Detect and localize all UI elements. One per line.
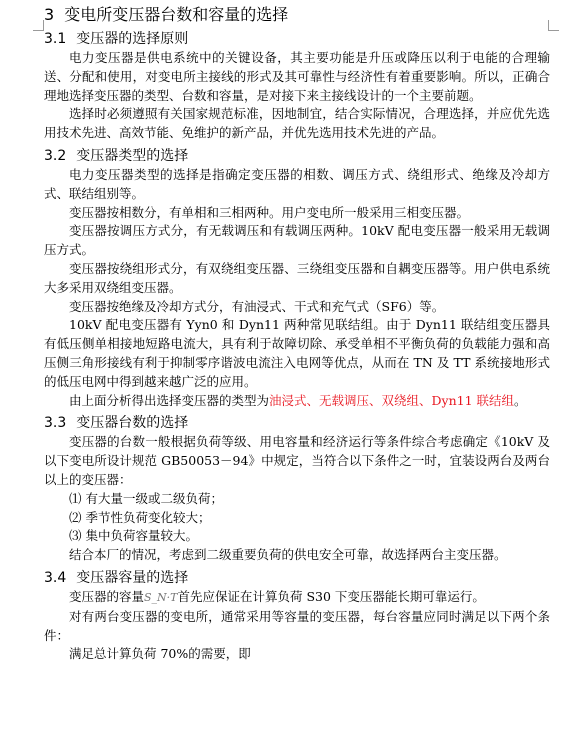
list-item: ⑵ 季节性负荷变化较大； xyxy=(69,509,211,525)
section-3-1-heading: 3.1 变压器的选择原则 xyxy=(44,31,189,47)
paragraph: 10kV 配电变压器有 Yyn0 和 Dyn11 两种常见联结组。由于 Dyn11 联结组变压器具有低压侧单相接地短路电流大，具有利于故障切除、承受单相不平衡负荷的负载能力强和高压侧三角形接线有利于抑制零序谐波电流注入电网等优点，从而在 TN 及 TT 系统接地形式的低压电网中得到越来越广泛的应用。 xyxy=(44,317,550,389)
section-3-4-heading: 3.4 变压器容量的选择 xyxy=(44,569,189,586)
highlighted-result: 油浸式、无载调压、双绕组、Dyn11 联结组 xyxy=(269,392,515,408)
list-item: ⑴ 有大量一级或二级负荷； xyxy=(69,490,223,506)
paragraph: 结合本厂的情况，考虑到二级重要负荷的供电安全可靠，故选择两台主变压器。 xyxy=(69,547,507,563)
formula-symbol: S_N·T xyxy=(144,590,178,604)
paragraph: 电力变压器是供电系统中的关键设备，其主要功能是升压或降压以利于电能的合理输送、分配和使用，对变电所主接线的形式及其可靠性与经济性有着重要影响。所以，正确合理地选择变压器的类型、台数和容量，是对接下来主接线设计的一个主要前题。 xyxy=(44,50,550,103)
paragraph-conclusion: 由上面分析得出选择变压器的类型为油浸式、无载调压、双绕组、Dyn11 联结组。 xyxy=(69,392,527,408)
paragraph: 选择时必须遵照有关国家规范标准，因地制宜，结合实际情况，合理选择，并应优先选用技术先进、高效节能、免维护的新产品，并优先选用技术先进的产品。 xyxy=(44,106,550,141)
paragraph: 变压器的容量S_N·T首先应保证在计算负荷 S30 下变压器能长期可靠运行。 xyxy=(69,588,485,604)
section-3-2-heading: 3.2 变压器类型的选择 xyxy=(44,147,189,164)
paragraph: 变压器按绝缘及冷却方式分，有油浸式、干式和充气式（SF6）等。 xyxy=(69,298,445,314)
paragraph: 变压器按调压方式分，有无载调压和有载调压两种。10kV 配电变压器一般采用无载调压方式。 xyxy=(44,223,550,258)
list-item: ⑶ 集中负荷容量较大。 xyxy=(69,528,198,544)
chapter-title: 3 变电所变压器台数和容量的选择 xyxy=(44,5,289,24)
document-body xyxy=(44,4,550,664)
paragraph: 对有两台变压器的变电所，通常采用等容量的变压器，每台容量应同时满足以下两个条件： xyxy=(44,608,550,643)
paragraph: 电力变压器类型的选择是指确定变压器的相数、调压方式、绕组形式、绝缘及冷却方式、联结组别等。 xyxy=(44,166,550,201)
paragraph: 变压器按绕组形式分，有双绕组变压器、三绕组变压器和自耦变压器等。用户供电系统大多采用双绕组变压器。 xyxy=(44,260,550,295)
section-3-3-heading: 3.3 变压器台数的选择 xyxy=(44,415,189,432)
paragraph: 满足总计算负荷 70%的需要，即 xyxy=(69,646,251,662)
paragraph: 变压器的台数一般根据负荷等级、用电容量和经济运行等条件综合考虑确定《10kV 及以下变电所设计规范 GB50053－94》中规定，当符合以下条件之一时，宜装设两台及两台以上的变压器： xyxy=(44,434,550,487)
corner-crop-mark-left xyxy=(33,20,44,31)
paragraph: 变压器按相数分，有单相和三相两种。用户变电所一般采用三相变压器。 xyxy=(69,204,470,220)
